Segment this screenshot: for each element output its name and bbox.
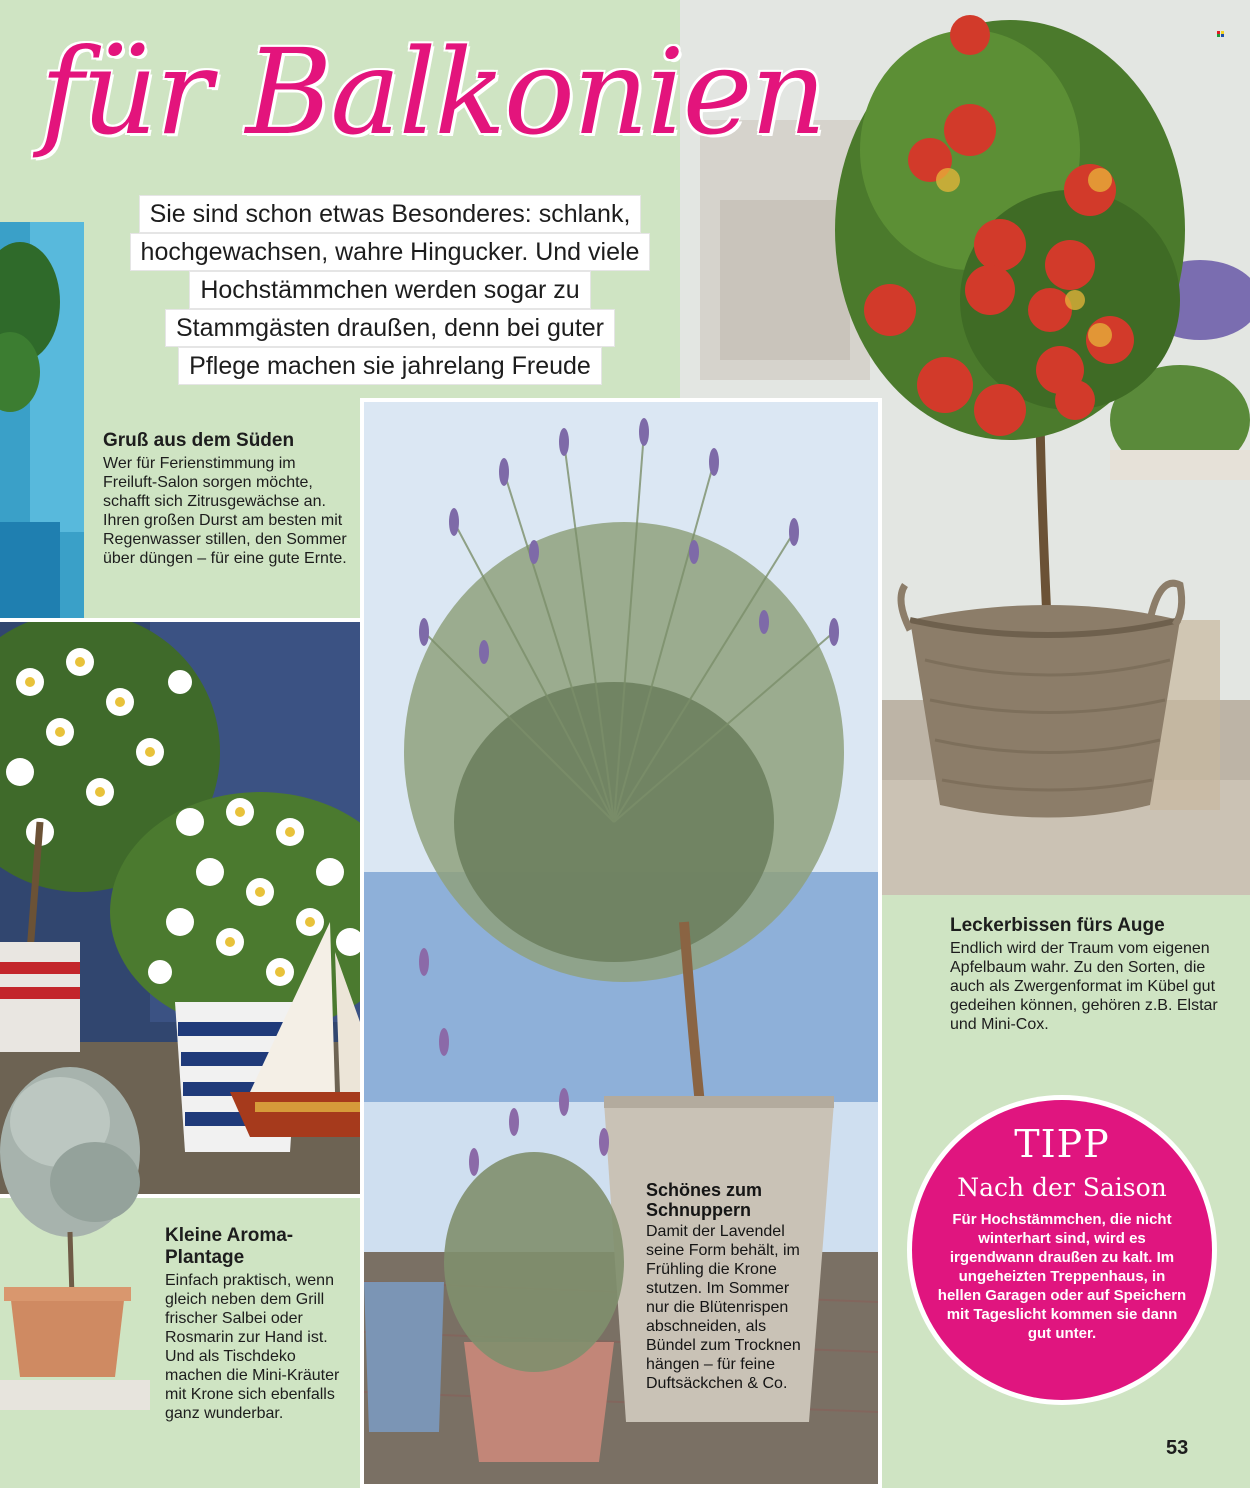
intro-line: Hochstämmchen werden sogar zu <box>190 272 589 308</box>
caption-heading: Gruß aus dem Süden <box>103 430 295 451</box>
intro-line: hochgewachsen, wahre Hingucker. Und viele <box>131 234 650 270</box>
caption-body: Damit der Lavendel seine Form behält, im Frühling die Krone stutzen. Im Sommer nur die Blütenrispen abschneiden, als Bündel zum Trocknen hängen – für feine Duftsäckchen & Co. <box>646 1223 801 1392</box>
caption-heading: Schönes zum Schnuppern <box>646 1180 763 1220</box>
tipp-body: Für Hochstämmchen, die nicht winterhart sind, wird es irgendwann draußen zu kalt. Im ungeheizten Treppenhaus, in hellen Garagen oder auf Speichern mit Tageslicht kommen sie dann gut unter. <box>937 1211 1187 1342</box>
caption-auge <box>950 915 1220 1034</box>
tipp-title: TIPP <box>1014 1122 1110 1166</box>
sage-photo <box>0 1062 165 1422</box>
tipp-badge <box>912 1100 1212 1400</box>
tipp-subtitle: Nach der Saison <box>957 1173 1167 1202</box>
caption-aroma <box>165 1225 355 1423</box>
page-title: für Balkonien <box>40 23 825 161</box>
caption-body: Wer für Ferienstimmung im Freiluft-Salon sorgen möchte, schafft sich Zitrusgewächse an. Ihren großen Durst am besten mit Regenwasser stillen, den Sommer über düngen – für eine gute Ernte. <box>103 455 347 567</box>
intro-line: Pflege machen sie jahrelang Freude <box>179 348 601 384</box>
caption-body: Endlich wird der Traum vom eigenen Apfelbaum wahr. Zu den Sorten, die auch als Zwergenformat im Kübel gut gedeihen können, gehören z.B. Elstar und Mini-Cox. <box>950 940 1218 1033</box>
page-number: 53 <box>1166 1437 1189 1459</box>
caption-body: Einfach praktisch, wenn gleich neben dem Grill frischer Salbei oder Rosmarin zur Hand ist. Und als Tischdeko machen die Mini-Kräuter mit Krone sich ebenfalls ganz wunderbar. <box>165 1272 340 1422</box>
intro-line: Stammgästen draußen, denn bei guter <box>166 310 614 346</box>
intro-line: Sie sind schon etwas Besonderes: schlank, <box>140 196 641 232</box>
caption-heading: Kleine Aroma-Plantage <box>165 1225 294 1268</box>
caption-heading: Leckerbissen fürs Auge <box>950 915 1165 936</box>
citrus-photo <box>0 222 84 622</box>
printer-mark-icon <box>1217 31 1225 37</box>
intro-text <box>110 196 670 384</box>
caption-schnuppern <box>646 1180 816 1393</box>
caption-sueden <box>103 430 353 568</box>
